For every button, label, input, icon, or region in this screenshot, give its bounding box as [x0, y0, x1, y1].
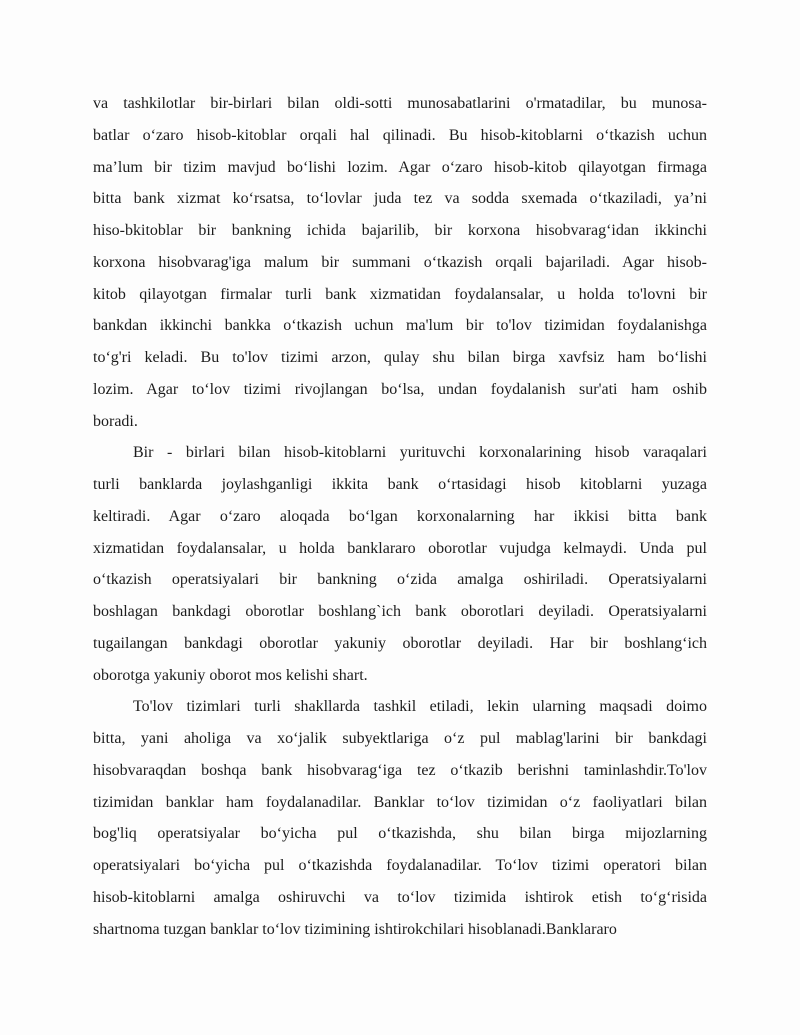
- text-line: xizmatidan foydalansalar, u holda banklararo oborotlar vujudga kelmaydi. Unda pul: [93, 539, 707, 557]
- text-line: keltiradi. Agar oʻzaro aloqada boʻlgan korxonalarning har ikkisi bitta bank: [93, 507, 707, 525]
- text-line: korxona hisobvarag'iga malum bir summani oʻtkazish orqali bajariladi. Agar hisob-: [93, 253, 707, 271]
- text-line: kitob qilayotgan firmalar turli bank xizmatidan foydalansalar, u holda to'lovni bir: [93, 285, 707, 303]
- text-line: operatsiyalari boʻyicha pul oʻtkazishda foydalanadilar. Toʻlov tizimi operatori bilan: [93, 857, 707, 874]
- text-line: boshlagan bankdagi oborotlar boshlang`ich bank oborotlari deyiladi. Operatsiyalarni: [93, 603, 707, 620]
- paragraph-1: [93, 88, 707, 437]
- paragraph-3: [93, 691, 707, 945]
- text-line: bankdan ikkinchi bankka oʻtkazish uchun ma'lum bir to'lov tizimidan foydalanishga: [93, 317, 707, 335]
- text-line: turli banklarda joylashganligi ikkita bank oʻrtasidagi hisob kitoblarni yuzaga: [93, 476, 707, 493]
- text-line: To'lov tizimlari turli shakllarda tashkil etiladi, lekin ularning maqsadi doimo: [133, 698, 707, 716]
- text-line: hiso-bkitoblar bir bankning ichida bajarilib, bir korxona hisobvaragʻidan ikkinchi: [93, 222, 707, 239]
- text-line: bog'liq operatsiyalar boʻyicha pul oʻtkazishda, shu bilan birga mijozlarning: [93, 825, 707, 843]
- text-line: oborotga yakuniy oborot mos kelishi shart.: [93, 666, 368, 684]
- text-line: oʻtkazish operatsiyalari bir bankning oʻzida amalga oshiriladi. Operatsiyalarni: [93, 571, 707, 589]
- text-line: ma’lum bir tizim mavjud boʻlishi lozim. Agar oʻzaro hisob-kitob qilayotgan firmaga: [93, 158, 707, 176]
- text-line: va tashkilotlar bir-birlari bilan oldi-sotti munosabatlarini o'rmatadilar, bu munosa-: [93, 95, 707, 112]
- text-line: bitta bank xizmat koʻrsatsa, toʻlovlar juda tez va sodda sxemada oʻtkaziladi, ya’ni: [93, 190, 707, 208]
- document-text-block: [93, 88, 707, 945]
- text-line: boradi.: [93, 412, 138, 430]
- text-line: lozim. Agar toʻlov tizimi rivojlangan boʻlsa, undan foydalanish sur'ati ham oshib: [93, 380, 707, 398]
- text-line: shartnoma tuzgan banklar toʻlov tizimining ishtirokchilari hisoblanadi.Banklararo: [93, 920, 617, 938]
- text-line: tizimidan banklar ham foydalanadilar. Banklar toʻlov tizimidan oʻz faoliyatlari bilan: [93, 793, 707, 811]
- text-line: toʻg'ri keladi. Bu to'lov tizimi arzon, qulay shu bilan birga xavfsiz ham boʻlishi: [93, 349, 707, 366]
- text-line: Bir - birlari bilan hisob-kitoblarni yurituvchi korxonalarining hisob varaqalari: [133, 444, 707, 462]
- paragraph-2: [93, 437, 707, 691]
- text-line: bitta, yani aholiga va xoʻjalik subyektlariga oʻz pul mablag'larini bir bankdagi: [93, 730, 707, 747]
- text-line: tugailangan bankdagi oborotlar yakuniy oborotlar deyiladi. Har bir boshlangʻich: [93, 634, 707, 652]
- text-line: batlar oʻzaro hisob-kitoblar orqali hal qilinadi. Bu hisob-kitoblarni oʻtkazish uchun: [93, 126, 707, 144]
- text-line: hisob-kitoblarni amalga oshiruvchi va toʻlov tizimida ishtirok etish toʻgʻrisida: [93, 888, 707, 906]
- text-line: hisobvaraqdan boshqa bank hisobvaragʻiga tez oʻtkazib berishni taminlashdir.To'lov: [93, 761, 707, 779]
